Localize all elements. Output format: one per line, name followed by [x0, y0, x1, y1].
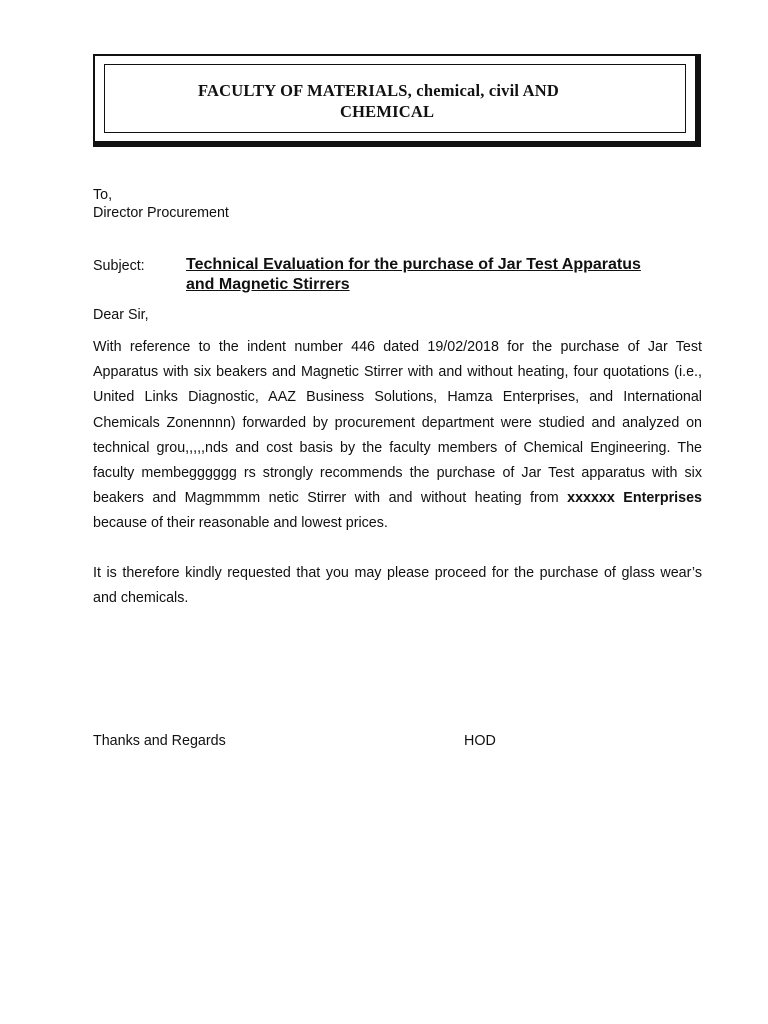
subject-title-line1: Technical Evaluation for the purchase of Jar Test Apparatus — [186, 256, 641, 273]
subject-title — [186, 255, 706, 295]
vendor-name: xxxxxx Enterprises — [567, 490, 702, 507]
header-box — [93, 54, 701, 147]
body-paragraph-1-text: With reference to the indent number 446 dated 19/02/2018 for the purchase of Jar Test Apparatus with six beakers and Magnetic Stirrer with and without heating, four quotations (i.e., United Links Diagnostic, AAZ Business Solutions, Hamza Enterprises, and International Chemicals Zonennnn) forwarded by procurement department were studied and analyzed on technical grou,,,,,nds and cost basis by the faculty members of Chemical Engineering. The faculty membegggggg rs strongly recommends the purchase of Jar Test apparatus with six beakers and Magmmmm netic Stirrer with and without heating from — [93, 339, 702, 507]
body-paragraph-1 — [93, 335, 702, 537]
faculty-title-line1: FACULTY OF MATERIALS, chemical, civil AND — [198, 81, 559, 100]
signature: HOD — [464, 733, 496, 749]
salutation: Dear Sir, — [93, 307, 149, 323]
header-inner-border — [104, 64, 686, 133]
address-recipient: Director Procurement — [93, 205, 229, 221]
subject-title-line2: and Magnetic Stirrers — [186, 276, 350, 293]
closing: Thanks and Regards — [93, 733, 226, 749]
address-to: To, — [93, 187, 113, 203]
body-paragraph-2: It is therefore kindly requested that you may please proceed for the purchase of glass wear’s and chemicals. — [93, 565, 702, 607]
subject-label: Subject: — [93, 258, 145, 274]
faculty-title-line2: CHEMICAL — [340, 102, 435, 121]
body-paragraph-1-text-end: because of their reasonable and lowest prices. — [93, 515, 388, 532]
